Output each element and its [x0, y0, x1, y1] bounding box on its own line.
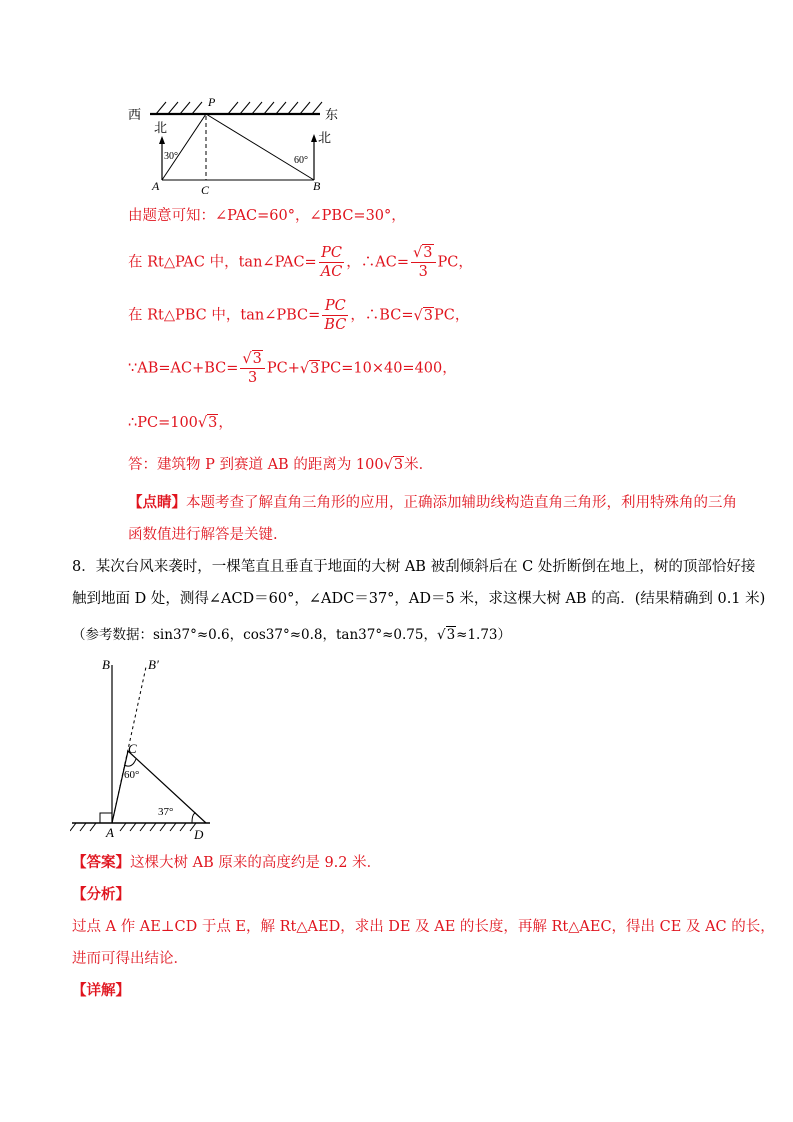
solution-line-4-post: PC=10×40=400， — [320, 360, 457, 377]
answer-line — [72, 852, 381, 874]
radicand: 3 — [423, 307, 433, 324]
solution-line-5-pre: ∴PC=100 — [128, 415, 198, 431]
angle-60-label: 60° — [124, 769, 140, 781]
analysis-line-2 — [72, 948, 188, 970]
segment-pb — [206, 114, 314, 180]
question-8-line-2 — [72, 588, 765, 610]
solution-line-4-pre: ∵AB=AC+BC= — [128, 360, 239, 377]
solution-line-4-mid: PC+ — [266, 360, 300, 377]
angle-30-label: 30° — [164, 151, 178, 162]
solution-line-5-post: ， — [218, 415, 233, 431]
point-b-label: B — [102, 657, 110, 672]
solution-line-2-post: PC， — [437, 254, 473, 271]
solution-line-2-mid: ，∴AC= — [346, 254, 410, 271]
solution-line-1 — [128, 205, 406, 227]
fraction-den: AC — [320, 264, 343, 280]
radicand: 3 — [393, 457, 404, 473]
east-label: 东 — [325, 107, 339, 122]
detail-tag: 【详解】 — [72, 982, 130, 999]
comment-text-1: 本题考查了解直角三角形的应用，正确添加辅助线构造直角三角形，利用特殊角的三角 — [186, 495, 737, 511]
solution-line-3-pre: 在 Rt△PBC 中，tan∠PBC= — [128, 307, 321, 324]
figure-tree-diagram — [70, 655, 220, 845]
analysis-line-1 — [72, 916, 775, 938]
solution-text-1: 由题意可知：∠PAC=60°，∠PBC=30°， — [128, 208, 406, 224]
radicand: 3 — [252, 351, 262, 367]
sqrt-3: √3 — [436, 627, 456, 643]
fraction-sqrt3-over-3 — [411, 244, 435, 281]
solution-line-5 — [128, 412, 233, 434]
radicand: 3 — [310, 360, 320, 377]
north-arrowhead-b — [311, 134, 317, 142]
point-a-label: A — [152, 179, 160, 193]
sqrt-3: √3 — [383, 457, 404, 473]
answer-line-post: 米． — [404, 457, 434, 473]
answer-line-pre: 答：建筑物 P 到赛道 AB 的距离为 100 — [128, 457, 384, 473]
point-c-label: C — [128, 741, 137, 756]
reference-post: ≈1.73） — [456, 627, 512, 643]
solution-line-2 — [128, 244, 473, 281]
solution-line-3-post: PC， — [433, 307, 470, 324]
north-label-right: 北 — [318, 130, 332, 145]
answer-text: 这棵大树 AB 原来的高度约是 9.2 米． — [130, 855, 382, 871]
point-b-label: B — [313, 179, 321, 193]
angle-arc-d — [192, 813, 196, 823]
point-p-label: P — [208, 95, 216, 109]
angle-60-label: 60° — [294, 155, 308, 166]
question-8-text-1: 8．某次台风来袭时，一棵笔直且垂直于地面的大树 AB 被刮倾斜后在 C 处折断倒在地上，树的顶部恰好接 — [72, 559, 756, 575]
fraction-num: PC — [319, 244, 345, 263]
north-arrowhead-a — [159, 136, 165, 144]
fraction-den: 3 — [248, 370, 258, 386]
comment-line-2 — [128, 524, 278, 546]
comment-line-1 — [128, 492, 737, 514]
radicand: 3 — [423, 245, 433, 261]
west-label: 西 — [128, 107, 142, 122]
fraction-pc-ac — [319, 244, 345, 281]
solution-answer-line — [128, 454, 433, 476]
segment-ac — [112, 751, 128, 823]
fraction-pc-bc — [322, 297, 348, 334]
analysis-text-2: 进而可得出结论． — [72, 951, 188, 967]
question-8-reference — [72, 624, 511, 646]
analysis-tag: 【分析】 — [72, 886, 130, 903]
segment-pa — [162, 114, 206, 180]
question-8-text-2: 触到地面 D 处，测得∠ACD＝60°，∠ADC＝37°，AD＝5 米，求这棵大树 AB 的高．(结果精确到 0.1 米) — [72, 591, 766, 607]
hatch-marks — [156, 102, 322, 114]
point-d-label: D — [194, 827, 204, 842]
ground-hatch — [70, 823, 196, 831]
fraction-num: √3 — [411, 244, 435, 263]
answer-tag: 【答案】 — [72, 854, 130, 871]
fraction-sqrt3-over-3 — [240, 350, 264, 387]
point-c-label: C — [201, 183, 210, 197]
fraction-num: √3 — [240, 350, 264, 369]
solution-line-3 — [128, 297, 469, 334]
comment-tag: 【点睛】 — [128, 494, 186, 511]
north-label-left: 北 — [154, 120, 168, 135]
fraction-num: PC — [322, 297, 348, 316]
radicand: 3 — [446, 627, 456, 643]
detail-heading — [72, 980, 130, 1002]
fraction-den: BC — [324, 317, 347, 333]
sqrt-3: √3 — [299, 360, 320, 377]
figure-compass-diagram — [120, 92, 350, 200]
angle-37-label: 37° — [158, 806, 174, 818]
solution-line-4 — [128, 350, 457, 387]
right-angle-mark — [100, 813, 112, 823]
sqrt-3: √3 — [197, 415, 218, 431]
reference-pre: （参考数据：sin37°≈0.6，cos37°≈0.8，tan37°≈0.75， — [72, 627, 437, 643]
solution-line-2-pre: 在 Rt△PAC 中，tan∠PAC= — [128, 254, 317, 271]
fraction-den: 3 — [418, 264, 428, 280]
analysis-text-1: 过点 A 作 AE⊥CD 于点 E，解 Rt△AED，求出 DE 及 AE 的长度，再解 Rt△AEC，得出 CE 及 AC 的长， — [72, 919, 775, 935]
point-b-prime-label: B′ — [148, 657, 159, 672]
question-8-line-1 — [72, 556, 755, 578]
sqrt-3: √3 — [413, 307, 433, 324]
analysis-heading — [72, 884, 130, 906]
radicand: 3 — [208, 415, 218, 431]
point-a-label: A — [106, 825, 114, 840]
solution-line-3-mid: ，∴BC= — [350, 307, 414, 324]
comment-text-2: 函数值进行解答是关键. — [128, 527, 278, 543]
